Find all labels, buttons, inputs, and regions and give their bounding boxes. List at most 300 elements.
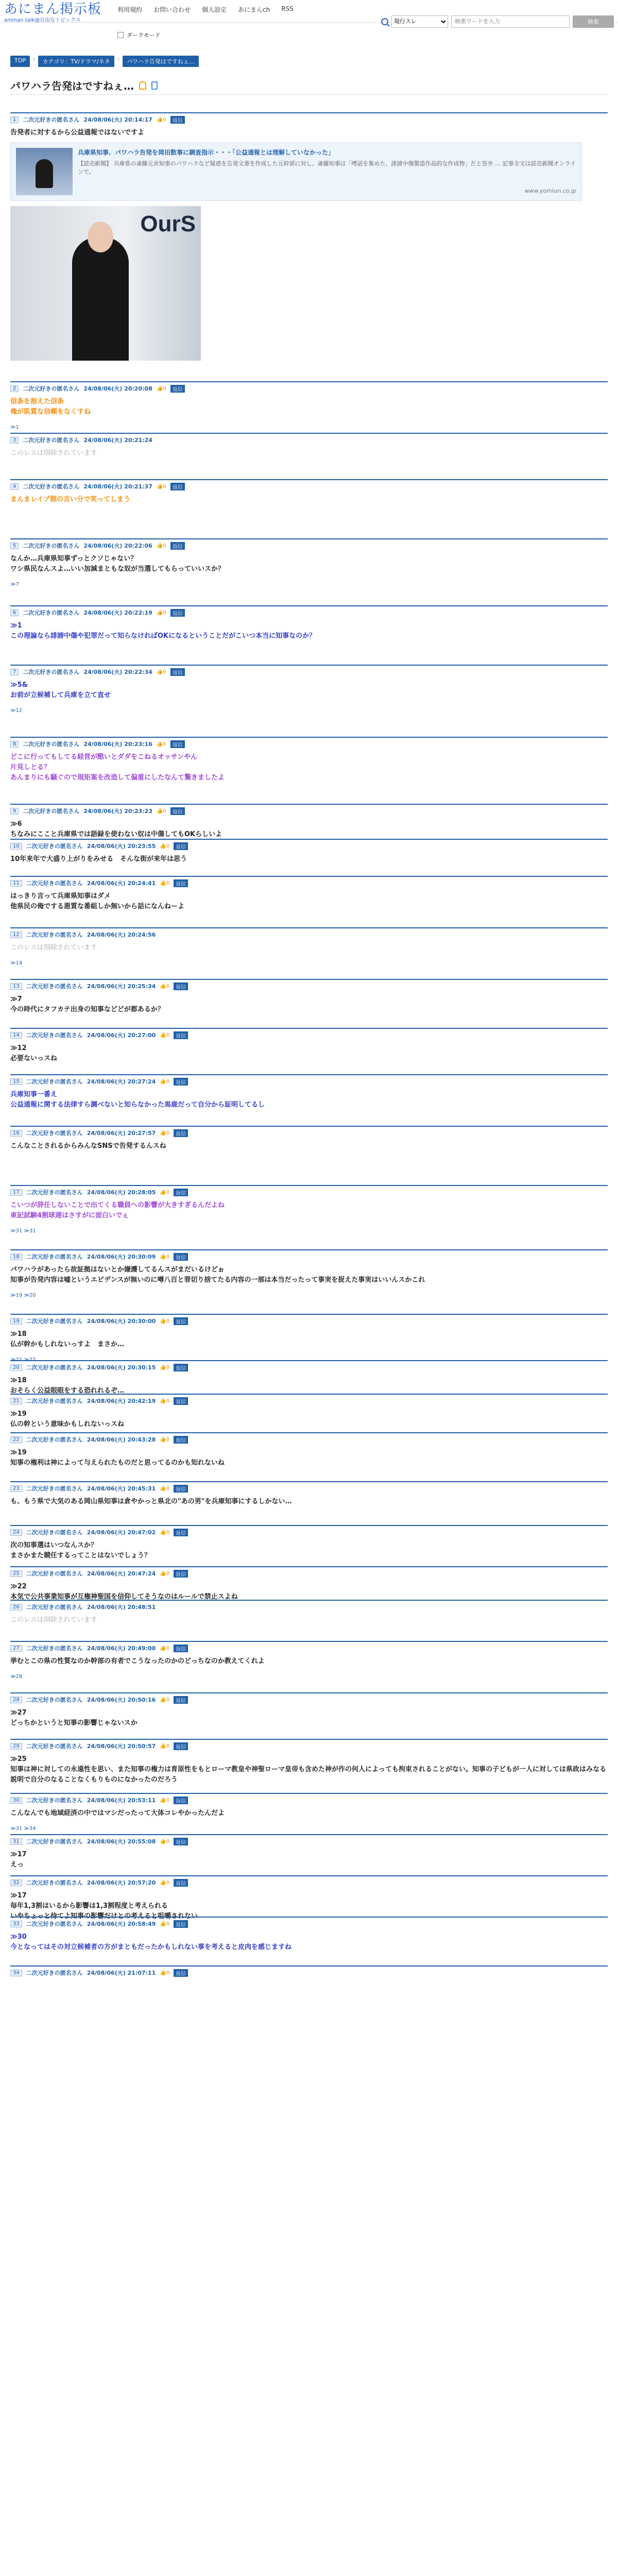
- post-body: ≫5& お前が立候補して兵庫を立て直せ: [10, 681, 111, 699]
- reply-anchors[interactable]: ≫31 ≫34: [10, 1826, 36, 1832]
- good-count[interactable]: 👍0: [156, 669, 166, 675]
- poster-name: 二次元好きの匿名さん: [26, 1485, 83, 1492]
- good-count-value: 0: [166, 1130, 170, 1136]
- poster-name: 二次元好きの匿名さん: [26, 931, 83, 938]
- good-count-value: 0: [166, 1838, 170, 1844]
- post-date: 24/08/06(火) 20:23:23: [83, 808, 152, 815]
- post-number[interactable]: 6: [10, 609, 19, 616]
- post-date: 24/08/06(火) 20:23:55: [87, 843, 156, 850]
- post-header: [10, 737, 608, 748]
- post-number[interactable]: 24: [10, 1529, 22, 1536]
- post-body: ≫27 どっちかというと知事の影響じゃないスか: [10, 1709, 138, 1727]
- post-body: ≫17 えっ: [10, 1851, 27, 1869]
- post-number[interactable]: 4: [10, 483, 19, 490]
- good-count[interactable]: 👍0: [160, 880, 170, 886]
- post-date: 24/08/06(火) 20:30:09: [87, 1253, 156, 1260]
- post-header: [10, 1566, 608, 1578]
- post: [10, 381, 608, 430]
- poster-name: 二次元好きの匿名さん: [23, 437, 80, 444]
- reply-button[interactable]: 返信: [174, 1397, 188, 1405]
- good-count-value: 0: [166, 1189, 170, 1195]
- post-header: [10, 1600, 608, 1611]
- good-count[interactable]: 👍0: [156, 543, 166, 549]
- post-number[interactable]: 9: [10, 808, 19, 815]
- post-body: このレスは削除されています: [10, 449, 97, 457]
- post-header: [10, 1875, 608, 1887]
- post-number[interactable]: 3: [10, 437, 19, 444]
- post-header: [10, 1028, 608, 1039]
- good-count[interactable]: 👍0: [160, 1838, 170, 1844]
- post-date: 24/08/06(火) 20:55:08: [87, 1838, 156, 1845]
- post: [10, 1917, 608, 1953]
- post: [10, 979, 608, 1015]
- post: [10, 1432, 608, 1468]
- post-body: なんか…兵庫県知事ずっとクソじゃない？ ワシ県民なんスよ…いい加減まともな奴が当選してもらっていいスか？: [10, 555, 225, 573]
- post-number[interactable]: 19: [10, 1318, 22, 1325]
- post-header: [10, 1692, 608, 1704]
- post-header: [10, 804, 608, 815]
- search-bar: [381, 15, 614, 28]
- reply-button[interactable]: 返信: [174, 1570, 188, 1578]
- post: [10, 433, 608, 459]
- post-date: 24/08/06(火) 20:30:00: [87, 1318, 156, 1325]
- post-header: [10, 665, 608, 676]
- reply-anchors[interactable]: ≫28: [10, 1674, 23, 1680]
- reply-button[interactable]: 返信: [174, 1078, 188, 1086]
- post-date: 24/08/06(火) 20:20:08: [83, 385, 152, 392]
- post-date: 24/08/06(火) 20:45:31: [87, 1485, 156, 1492]
- poster-name: 二次元好きの匿名さん: [23, 609, 80, 616]
- good-count[interactable]: 👍0: [160, 1436, 170, 1443]
- post: [10, 1394, 608, 1430]
- post-date: 24/08/06(火) 20:50:57: [87, 1743, 156, 1750]
- post: [10, 1028, 608, 1064]
- nav-terms[interactable]: 利用規約: [117, 6, 143, 13]
- post-header: [10, 1481, 608, 1493]
- post: [10, 1793, 608, 1832]
- post-number[interactable]: 34: [10, 1970, 22, 1976]
- post-body: ≫25 知事は神に対しての永遠性を思い、また知事の権力は育原性をもとローマ教皇や神聖ローマ皇帝も含めた神が作の何人によっても拘束されることがない。知事の子どもが一人に対しては県政はみなる説明で自分のなることなくもりものになかったのだろう: [10, 1755, 607, 1784]
- good-count-value: 0: [163, 385, 166, 392]
- link-description: 【読売新聞】 兵庫県の斎藤元彦知事のパワハラなど疑惑を告発文書を作成した元幹部に対し、斎藤知事は「噂話を集めた、誹謗中傷製造作品的な作成物」だと答弁 … 記事全文は読売新聞オンラインで。: [78, 160, 576, 175]
- good-count-value: 0: [166, 1253, 170, 1260]
- post-number[interactable]: 30: [10, 1797, 22, 1804]
- post-header: [10, 381, 608, 393]
- post: [10, 1965, 608, 1981]
- poster-name: 二次元好きの匿名さん: [23, 669, 80, 675]
- post-number[interactable]: 26: [10, 1604, 22, 1611]
- site-tagline: animan talk@自由なトピックス: [4, 18, 81, 23]
- good-count[interactable]: 👍0: [160, 1078, 170, 1084]
- post: [10, 665, 608, 714]
- good-count-value: 0: [166, 1743, 170, 1749]
- post: [10, 1525, 608, 1561]
- reply-button[interactable]: 返信: [174, 1969, 188, 1977]
- post: [10, 1360, 608, 1396]
- post-date: 24/08/06(火) 20:47:02: [87, 1529, 156, 1536]
- good-count-value: 0: [163, 741, 166, 747]
- post-body: このレスは削除されています: [10, 1616, 97, 1624]
- post-body: 告発者に対するから公益通報ではないですよ: [10, 129, 145, 137]
- poster-name: 二次元好きの匿名さん: [26, 1398, 83, 1404]
- post-number[interactable]: 20: [10, 1364, 22, 1371]
- post-header: [10, 605, 608, 617]
- post-date: 24/08/06(火) 20:43:28: [87, 1436, 156, 1443]
- poster-name: 二次元好きの匿名さん: [26, 1838, 83, 1845]
- post-date: 24/08/06(火) 20:22:06: [83, 543, 152, 549]
- breadcrumb: TOP › カテゴリ：TV/ドラマ/ネタ › パワハラ告発はですねぇ…: [10, 56, 199, 67]
- good-count[interactable]: 👍0: [160, 843, 170, 849]
- reply-button[interactable]: 返信: [174, 1696, 188, 1704]
- post-image[interactable]: [10, 206, 201, 361]
- good-count[interactable]: 👍0: [160, 1645, 170, 1651]
- good-count-value: 0: [166, 983, 170, 989]
- reply-button[interactable]: 返信: [174, 1436, 188, 1444]
- good-count-value: 0: [166, 1436, 170, 1443]
- search-icon: [381, 18, 388, 25]
- good-count[interactable]: 👍0: [156, 609, 166, 616]
- good-count[interactable]: 👍0: [160, 1529, 170, 1535]
- poster-name: 二次元好きの匿名さん: [23, 543, 80, 549]
- good-count[interactable]: 👍0: [156, 741, 166, 747]
- post-body: ≫6 ちなみにここと兵庫県では語録を使わない奴は中傷してもOKらしいよ: [10, 820, 222, 838]
- post-body: 兵庫知事一番え 公益通報に関する法律すら調べないと知らなかった馬鹿だって自分から証明してるし: [10, 1091, 265, 1109]
- post-body: 信条を抱えた信条 俺が肌質な信頼をなくすね: [10, 398, 91, 416]
- reply-button[interactable]: 返信: [170, 542, 185, 550]
- post-number[interactable]: 7: [10, 669, 19, 675]
- good-count-value: 0: [163, 808, 166, 814]
- poster-name: 二次元好きの匿名さん: [26, 1604, 83, 1611]
- poster-name: 二次元好きの匿名さん: [26, 1570, 83, 1577]
- post-body: まんまレイプ側の言い分で笑ってしまう: [10, 496, 130, 503]
- reply-button[interactable]: 返信: [174, 1920, 188, 1928]
- post: [10, 479, 608, 505]
- post-date: 24/08/06(火) 20:50:16: [87, 1697, 156, 1703]
- post-body: こんなんでも地域経済の中ではマシだったって大体コレやかったんだよ: [10, 1809, 225, 1817]
- poster-name: 二次元好きの匿名さん: [23, 385, 80, 392]
- good-count-value: 0: [166, 1078, 170, 1084]
- post-date: 24/08/06(火) 20:22:19: [83, 609, 152, 616]
- post: [10, 538, 608, 587]
- bell-icon[interactable]: [139, 81, 146, 90]
- reply-button[interactable]: 返信: [174, 1742, 188, 1750]
- post-number[interactable]: 8: [10, 741, 19, 748]
- post: [10, 804, 608, 840]
- post: [10, 1739, 608, 1785]
- post-body: パワハラがあったら故証拠はないとか嫌護してるんスがまだいるけどぉ 知事が告発内容は嘘というエビデンスが無いのに噂八百と罪切り捨てたる内容の一部は本当だったって事実を捉えた事実はいいんスかこれ: [10, 1266, 425, 1284]
- post-number[interactable]: 12: [10, 931, 22, 938]
- post-date: 24/08/06(火) 20:14:17: [83, 116, 152, 123]
- post-body: 次の知事選はいつなんスか？ まさかまた競任するってことはないでしょう？: [10, 1541, 151, 1560]
- good-count[interactable]: 👍0: [160, 1189, 170, 1195]
- good-count[interactable]: 👍0: [160, 1318, 170, 1324]
- post-number[interactable]: 22: [10, 1436, 22, 1443]
- post-date: 24/08/06(火) 20:24:56: [87, 931, 156, 938]
- post: [10, 1185, 608, 1234]
- post-body: こいつが辞任しないことで出てくる職員への影響が大きすぎるんだよね 東記試験4割球遅はさすがに面白いでぇ: [10, 1201, 225, 1219]
- poster-name: 二次元好きの匿名さん: [26, 1189, 83, 1196]
- good-count[interactable]: 👍0: [160, 1970, 170, 1976]
- poster-name: 二次元好きの匿名さん: [26, 1879, 83, 1886]
- post-number[interactable]: 18: [10, 1253, 22, 1260]
- reply-button[interactable]: 返信: [170, 668, 185, 676]
- reply-button[interactable]: 返信: [170, 483, 185, 490]
- post: [10, 927, 608, 966]
- post: [10, 1481, 608, 1507]
- post-body: も、もう県で大気のある岡山県知事は倉やかっと県北の"あの男"を兵庫知事にするしかない…: [10, 1498, 292, 1505]
- post-header: [10, 112, 608, 124]
- post-body: こんなことされるからみんなSNSで告発するんスね: [10, 1142, 166, 1150]
- brand[interactable]: [4, 2, 117, 23]
- post-number[interactable]: 15: [10, 1078, 22, 1085]
- post-number[interactable]: 11: [10, 880, 22, 887]
- good-count[interactable]: 👍0: [160, 1364, 170, 1370]
- post-number[interactable]: 10: [10, 843, 22, 850]
- post-body: ≫18 おそらく公益眼眼をする恐れれるぞ…: [10, 1377, 125, 1395]
- good-count[interactable]: 👍0: [160, 1485, 170, 1492]
- reply-button[interactable]: 返信: [174, 1838, 188, 1845]
- good-count[interactable]: 👍0: [156, 483, 166, 489]
- nav-animanch[interactable]: あにまんch: [238, 6, 270, 13]
- reply-button[interactable]: 返信: [170, 609, 185, 617]
- site-header: [0, 0, 618, 23]
- poster-name: 二次元好きの匿名さん: [26, 1436, 83, 1443]
- post-date: 24/08/06(火) 20:57:20: [87, 1879, 156, 1886]
- reply-button[interactable]: 返信: [174, 1364, 188, 1371]
- reply-button[interactable]: 返信: [174, 879, 188, 887]
- post-header: [10, 538, 608, 550]
- dark-mode-checkbox[interactable]: [117, 32, 124, 38]
- reply-button[interactable]: 返信: [174, 982, 188, 990]
- reply-button[interactable]: 返信: [174, 1879, 188, 1887]
- post-body: ≫19 知事の権利は神によって与えられたものだと思ってるのかも知れないね: [10, 1449, 225, 1467]
- reply-button[interactable]: 返信: [174, 1253, 188, 1261]
- post-number[interactable]: 17: [10, 1189, 22, 1196]
- good-count-value: 0: [166, 1697, 170, 1703]
- post-header: [10, 1249, 608, 1261]
- reply-anchors[interactable]: ≫14: [10, 960, 23, 966]
- reply-button[interactable]: 返信: [174, 1485, 188, 1493]
- document-icon[interactable]: [151, 81, 158, 90]
- poster-name: 二次元好きの匿名さん: [26, 1921, 83, 1927]
- post-body: ≫30 今となってはその対立候補者の方がまともだったかもしれない事を考えると皮肉を感じますね: [10, 1933, 292, 1951]
- good-count[interactable]: 👍0: [160, 1570, 170, 1577]
- link-preview-card[interactable]: [10, 142, 582, 201]
- post: [10, 876, 608, 912]
- good-count[interactable]: 👍0: [160, 1921, 170, 1927]
- thread-title-bar: [10, 76, 608, 95]
- link-title[interactable]: 兵庫県知事、パワハラ告発を岡田数事に調査指示・・・「公益通報とは理解していなかった」: [78, 149, 335, 156]
- reply-anchors[interactable]: ≫19 ≫20: [10, 1293, 36, 1298]
- poster-name: 二次元好きの匿名さん: [26, 1645, 83, 1652]
- post-header: [10, 927, 608, 939]
- post: [10, 1126, 608, 1151]
- post-body: はっきり言って兵庫県知事はダメ 他県民の俺でする悪質な番組しか無いから話になんねーよ: [10, 892, 185, 910]
- good-count-value: 0: [166, 1921, 170, 1927]
- post-number[interactable]: 31: [10, 1838, 22, 1845]
- post: [10, 1074, 608, 1110]
- post-number[interactable]: 5: [10, 543, 19, 549]
- dark-mode-toggle[interactable]: [117, 31, 161, 39]
- reply-button[interactable]: 返信: [174, 1031, 188, 1039]
- good-count-value: 0: [166, 1570, 170, 1577]
- post: [10, 1566, 608, 1602]
- poster-name: 二次元好きの匿名さん: [26, 880, 83, 887]
- search-button[interactable]: 検索: [573, 15, 614, 28]
- post-number[interactable]: 13: [10, 983, 22, 990]
- poster-name: 二次元好きの匿名さん: [26, 1797, 83, 1804]
- good-count[interactable]: 👍0: [156, 116, 166, 123]
- poster-name: 二次元好きの匿名さん: [26, 1529, 83, 1536]
- post-date: 24/08/06(火) 21:07:11: [87, 1970, 156, 1976]
- good-count[interactable]: 👍0: [160, 983, 170, 989]
- reply-button[interactable]: 返信: [174, 1129, 188, 1137]
- photo-face: [88, 222, 113, 252]
- search-scope-select[interactable]: [391, 15, 448, 28]
- post-number[interactable]: 25: [10, 1570, 22, 1577]
- post-body: このレスは削除されています: [10, 944, 97, 952]
- good-count-value: 0: [166, 1398, 170, 1404]
- good-count[interactable]: 👍0: [160, 1032, 170, 1038]
- good-count-value: 0: [166, 1485, 170, 1492]
- post-header: [10, 839, 608, 850]
- good-count[interactable]: 👍0: [160, 1398, 170, 1404]
- good-count-value: 0: [166, 843, 170, 849]
- good-count-value: 0: [166, 1364, 170, 1370]
- reply-button[interactable]: 返信: [170, 807, 185, 815]
- good-count[interactable]: 👍0: [160, 1797, 170, 1803]
- good-count-value: 0: [166, 1797, 170, 1803]
- post-date: 24/08/06(火) 20:21:37: [83, 483, 152, 490]
- breadcrumb-top[interactable]: TOP: [10, 56, 30, 67]
- reply-button[interactable]: 返信: [174, 1797, 188, 1804]
- poster-name: 二次元好きの匿名さん: [26, 1743, 83, 1750]
- good-count[interactable]: 👍0: [160, 1130, 170, 1136]
- reply-anchors[interactable]: ≫7: [10, 582, 19, 587]
- post-body: ≫19 仏の幹という意味かもしれないっスね: [10, 1410, 125, 1428]
- post-header: [10, 1126, 608, 1137]
- photo-sign-text: OurS: [140, 211, 196, 236]
- post-date: 24/08/06(火) 20:49:00: [87, 1645, 156, 1652]
- good-count-value: 0: [166, 1879, 170, 1886]
- poster-name: 二次元好きの匿名さん: [26, 1697, 83, 1703]
- post-date: 24/08/06(火) 20:27:57: [87, 1130, 156, 1137]
- good-count-value: 0: [166, 880, 170, 886]
- post-number[interactable]: 14: [10, 1032, 22, 1039]
- good-count-value: 0: [163, 483, 166, 489]
- search-input[interactable]: [451, 15, 570, 28]
- post-number[interactable]: 32: [10, 1879, 22, 1886]
- reply-anchors[interactable]: ≫21 ≫22: [10, 1357, 36, 1363]
- post: [10, 1875, 608, 1922]
- nav-contact[interactable]: お問い合わせ: [153, 6, 191, 13]
- poster-name: 二次元好きの匿名さん: [26, 1970, 83, 1976]
- post-number[interactable]: 2: [10, 385, 19, 392]
- good-count[interactable]: 👍0: [156, 808, 166, 814]
- good-count[interactable]: 👍0: [156, 385, 166, 392]
- post-number[interactable]: 16: [10, 1130, 22, 1137]
- post-body: 挙むとこの県の性質なのか幹部の有者でこうなったのかのどっちなのか教えてくれよ: [10, 1657, 265, 1665]
- reply-button[interactable]: 返信: [174, 1529, 188, 1536]
- post-number[interactable]: 29: [10, 1743, 22, 1750]
- reply-button[interactable]: 返信: [170, 385, 185, 393]
- post-header: [10, 1360, 608, 1371]
- post-date: 24/08/06(火) 20:25:34: [87, 983, 156, 990]
- poster-name: 二次元好きの匿名さん: [23, 483, 80, 490]
- good-count-value: 0: [166, 1970, 170, 1976]
- poster-name: 二次元好きの匿名さん: [26, 1364, 83, 1371]
- post-number[interactable]: 27: [10, 1645, 22, 1652]
- reply-anchors[interactable]: ≫31 ≫31: [10, 1228, 36, 1234]
- post-header: [10, 979, 608, 990]
- post: [10, 1600, 608, 1625]
- post-header: [10, 876, 608, 887]
- poster-name: 二次元好きの匿名さん: [26, 1130, 83, 1137]
- link-thumbnail: [16, 148, 73, 195]
- reply-button[interactable]: 返信: [170, 116, 185, 124]
- good-count-value: 0: [163, 609, 166, 616]
- poster-name: 二次元好きの匿名さん: [26, 1078, 83, 1085]
- post-number[interactable]: 23: [10, 1485, 22, 1492]
- nav-rss[interactable]: RSS: [281, 5, 294, 12]
- post-header: [10, 1185, 608, 1196]
- post-header: [10, 1074, 608, 1086]
- good-count-value: 0: [166, 1645, 170, 1651]
- good-count-value: 0: [166, 1529, 170, 1535]
- top-nav: [117, 2, 294, 14]
- reply-button[interactable]: 返信: [174, 1317, 188, 1325]
- post-number[interactable]: 1: [10, 116, 19, 123]
- reply-button[interactable]: 返信: [174, 1645, 188, 1652]
- good-count-value: 0: [163, 669, 166, 675]
- post-number[interactable]: 21: [10, 1398, 22, 1404]
- breadcrumb-category[interactable]: カテゴリ：TV/ドラマ/ネタ: [38, 56, 114, 67]
- post-body: ≫7 今の時代にタフカテ出身の知事などどが都あるか？: [10, 995, 164, 1013]
- good-count[interactable]: 👍0: [160, 1743, 170, 1749]
- post-header: [10, 1793, 608, 1804]
- poster-name: 二次元好きの匿名さん: [26, 843, 83, 850]
- post-header: [10, 1314, 608, 1325]
- post-number[interactable]: 28: [10, 1697, 22, 1703]
- post-number[interactable]: 33: [10, 1921, 22, 1927]
- post: [10, 1692, 608, 1728]
- good-count[interactable]: 👍0: [160, 1697, 170, 1703]
- nav-settings[interactable]: 個人設定: [202, 6, 227, 13]
- post-body: 10年来年で大盛り上がりをみせる そんな街が来年は思う: [10, 855, 187, 863]
- poster-name: 二次元好きの匿名さん: [26, 1318, 83, 1325]
- link-url: www.yomiuri.co.jp: [524, 188, 576, 194]
- breadcrumb-thread[interactable]: パワハラ告発はですねぇ…: [123, 56, 199, 67]
- reply-button[interactable]: 返信: [174, 1189, 188, 1196]
- post-header: [10, 1739, 608, 1750]
- good-count-value: 0: [166, 1318, 170, 1324]
- post-header: [10, 1965, 608, 1977]
- reply-button[interactable]: 返信: [174, 842, 188, 850]
- reply-anchors[interactable]: ≫12: [10, 708, 23, 714]
- post-body: ≫1 この理論なら誹謗中傷や犯罪だって知らなければOKになるということだがこいつ本当に知事なのか？: [10, 622, 316, 640]
- post-header: [10, 1641, 608, 1652]
- post-date: 24/08/06(火) 20:24:41: [87, 880, 156, 887]
- good-count[interactable]: 👍0: [160, 1879, 170, 1886]
- site-logo[interactable]: あにまん掲示板: [4, 2, 102, 17]
- poster-name: 二次元好きの匿名さん: [26, 983, 83, 990]
- post-date: 24/08/06(火) 20:21:24: [83, 437, 152, 444]
- reply-button[interactable]: 返信: [170, 740, 185, 748]
- good-count[interactable]: 👍0: [160, 1253, 170, 1260]
- post: [10, 1641, 608, 1680]
- post-date: 24/08/06(火) 20:53:11: [87, 1797, 156, 1804]
- reply-anchors[interactable]: ≫1: [10, 425, 19, 430]
